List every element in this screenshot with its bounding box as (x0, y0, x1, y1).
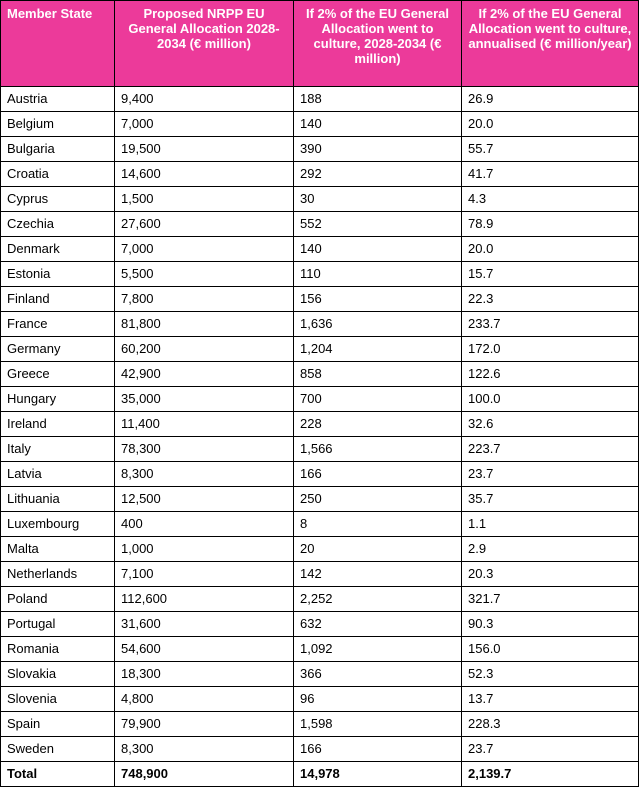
cell-member-state: Croatia (1, 162, 115, 187)
table-row (1, 237, 639, 262)
cell-culture-annualised: 233.7 (462, 312, 639, 337)
cell-culture-annualised: 22.3 (462, 287, 639, 312)
cell-member-state: Bulgaria (1, 137, 115, 162)
cell-culture-annualised: 23.7 (462, 737, 639, 762)
cell-member-state: Spain (1, 712, 115, 737)
cell-culture-share: 156 (294, 287, 462, 312)
cell-allocation: 7,000 (115, 112, 294, 137)
total-cell-member-state: Total (1, 762, 115, 787)
cell-member-state: Slovenia (1, 687, 115, 712)
cell-allocation: 7,800 (115, 287, 294, 312)
table-row (1, 212, 639, 237)
header-proposed-allocation: Proposed NRPP EU General Allocation 2028-2034 (€ million) (115, 1, 294, 87)
cell-allocation: 60,200 (115, 337, 294, 362)
cell-allocation: 12,500 (115, 487, 294, 512)
cell-member-state: Hungary (1, 387, 115, 412)
cell-culture-annualised: 52.3 (462, 662, 639, 687)
cell-culture-share: 366 (294, 662, 462, 687)
total-cell-culture-annualised: 2,139.7 (462, 762, 639, 787)
table-row (1, 337, 639, 362)
cell-allocation: 81,800 (115, 312, 294, 337)
cell-allocation: 42,900 (115, 362, 294, 387)
table-row (1, 262, 639, 287)
cell-member-state: Luxembourg (1, 512, 115, 537)
cell-member-state: Belgium (1, 112, 115, 137)
cell-allocation: 19,500 (115, 137, 294, 162)
cell-allocation: 54,600 (115, 637, 294, 662)
cell-culture-share: 1,636 (294, 312, 462, 337)
cell-culture-annualised: 100.0 (462, 387, 639, 412)
cell-culture-annualised: 1.1 (462, 512, 639, 537)
cell-culture-share: 1,566 (294, 437, 462, 462)
total-row (1, 762, 639, 787)
cell-culture-annualised: 228.3 (462, 712, 639, 737)
cell-member-state: Denmark (1, 237, 115, 262)
cell-culture-annualised: 20.0 (462, 237, 639, 262)
cell-allocation: 112,600 (115, 587, 294, 612)
cell-culture-annualised: 156.0 (462, 637, 639, 662)
cell-culture-share: 8 (294, 512, 462, 537)
cell-allocation: 1,500 (115, 187, 294, 212)
cell-culture-share: 96 (294, 687, 462, 712)
cell-allocation: 4,800 (115, 687, 294, 712)
table-row (1, 112, 639, 137)
cell-allocation: 400 (115, 512, 294, 537)
cell-allocation: 7,000 (115, 237, 294, 262)
total-cell-culture-share: 14,978 (294, 762, 462, 787)
table-row (1, 287, 639, 312)
cell-culture-share: 292 (294, 162, 462, 187)
cell-allocation: 7,100 (115, 562, 294, 587)
cell-allocation: 31,600 (115, 612, 294, 637)
table-row (1, 162, 639, 187)
cell-member-state: France (1, 312, 115, 337)
cell-culture-share: 188 (294, 87, 462, 112)
table-row (1, 437, 639, 462)
cell-member-state: Austria (1, 87, 115, 112)
cell-allocation: 78,300 (115, 437, 294, 462)
cell-culture-share: 632 (294, 612, 462, 637)
cell-culture-annualised: 321.7 (462, 587, 639, 612)
cell-member-state: Slovakia (1, 662, 115, 687)
cell-member-state: Malta (1, 537, 115, 562)
cell-culture-annualised: 15.7 (462, 262, 639, 287)
cell-culture-share: 140 (294, 237, 462, 262)
table-header (1, 1, 639, 87)
cell-culture-annualised: 35.7 (462, 487, 639, 512)
cell-culture-annualised: 41.7 (462, 162, 639, 187)
cell-culture-share: 30 (294, 187, 462, 212)
cell-culture-share: 166 (294, 462, 462, 487)
cell-culture-share: 110 (294, 262, 462, 287)
table-row (1, 187, 639, 212)
cell-allocation: 5,500 (115, 262, 294, 287)
cell-allocation: 35,000 (115, 387, 294, 412)
cell-culture-share: 20 (294, 537, 462, 562)
table-row (1, 137, 639, 162)
cell-member-state: Romania (1, 637, 115, 662)
cell-member-state: Estonia (1, 262, 115, 287)
cell-member-state: Greece (1, 362, 115, 387)
table-row (1, 712, 639, 737)
cell-culture-annualised: 172.0 (462, 337, 639, 362)
cell-culture-share: 250 (294, 487, 462, 512)
header-culture-annualised: If 2% of the EU General Allocation went to culture, annualised (€ million/year) (462, 1, 639, 87)
cell-culture-annualised: 2.9 (462, 537, 639, 562)
header-row (1, 1, 639, 87)
cell-allocation: 9,400 (115, 87, 294, 112)
cell-culture-annualised: 20.0 (462, 112, 639, 137)
cell-culture-share: 140 (294, 112, 462, 137)
cell-member-state: Czechia (1, 212, 115, 237)
cell-allocation: 1,000 (115, 537, 294, 562)
table-row (1, 637, 639, 662)
cell-culture-annualised: 13.7 (462, 687, 639, 712)
table-row (1, 737, 639, 762)
table-body (1, 87, 639, 787)
cell-culture-share: 2,252 (294, 587, 462, 612)
cell-member-state: Netherlands (1, 562, 115, 587)
table-row (1, 587, 639, 612)
table-row (1, 562, 639, 587)
cell-culture-share: 700 (294, 387, 462, 412)
cell-member-state: Sweden (1, 737, 115, 762)
cell-culture-annualised: 20.3 (462, 562, 639, 587)
cell-allocation: 8,300 (115, 462, 294, 487)
table-row (1, 87, 639, 112)
cell-member-state: Italy (1, 437, 115, 462)
total-cell-allocation: 748,900 (115, 762, 294, 787)
cell-allocation: 79,900 (115, 712, 294, 737)
table-row (1, 387, 639, 412)
cell-member-state: Germany (1, 337, 115, 362)
cell-culture-share: 166 (294, 737, 462, 762)
cell-member-state: Portugal (1, 612, 115, 637)
cell-allocation: 14,600 (115, 162, 294, 187)
cell-allocation: 18,300 (115, 662, 294, 687)
table-row (1, 487, 639, 512)
cell-member-state: Lithuania (1, 487, 115, 512)
cell-allocation: 27,600 (115, 212, 294, 237)
cell-culture-share: 228 (294, 412, 462, 437)
header-culture-share: If 2% of the EU General Allocation went to culture, 2028-2034 (€ million) (294, 1, 462, 87)
cell-member-state: Ireland (1, 412, 115, 437)
cell-culture-share: 1,598 (294, 712, 462, 737)
cell-culture-share: 858 (294, 362, 462, 387)
cell-member-state: Poland (1, 587, 115, 612)
cell-culture-share: 142 (294, 562, 462, 587)
table-row (1, 312, 639, 337)
header-member-state: Member State (1, 1, 115, 87)
cell-culture-annualised: 32.6 (462, 412, 639, 437)
cell-member-state: Cyprus (1, 187, 115, 212)
cell-member-state: Finland (1, 287, 115, 312)
cell-culture-share: 552 (294, 212, 462, 237)
cell-culture-annualised: 90.3 (462, 612, 639, 637)
cell-culture-annualised: 4.3 (462, 187, 639, 212)
table-row (1, 537, 639, 562)
table-row (1, 687, 639, 712)
cell-culture-annualised: 223.7 (462, 437, 639, 462)
table-row (1, 362, 639, 387)
table-row (1, 662, 639, 687)
cell-culture-share: 390 (294, 137, 462, 162)
cell-culture-annualised: 26.9 (462, 87, 639, 112)
cell-culture-share: 1,204 (294, 337, 462, 362)
cell-culture-annualised: 55.7 (462, 137, 639, 162)
cell-member-state: Latvia (1, 462, 115, 487)
cell-culture-annualised: 78.9 (462, 212, 639, 237)
cell-allocation: 11,400 (115, 412, 294, 437)
table-row (1, 462, 639, 487)
cell-culture-share: 1,092 (294, 637, 462, 662)
cell-allocation: 8,300 (115, 737, 294, 762)
cell-culture-annualised: 122.6 (462, 362, 639, 387)
cell-culture-annualised: 23.7 (462, 462, 639, 487)
table-row (1, 612, 639, 637)
table-row (1, 512, 639, 537)
table-row (1, 412, 639, 437)
